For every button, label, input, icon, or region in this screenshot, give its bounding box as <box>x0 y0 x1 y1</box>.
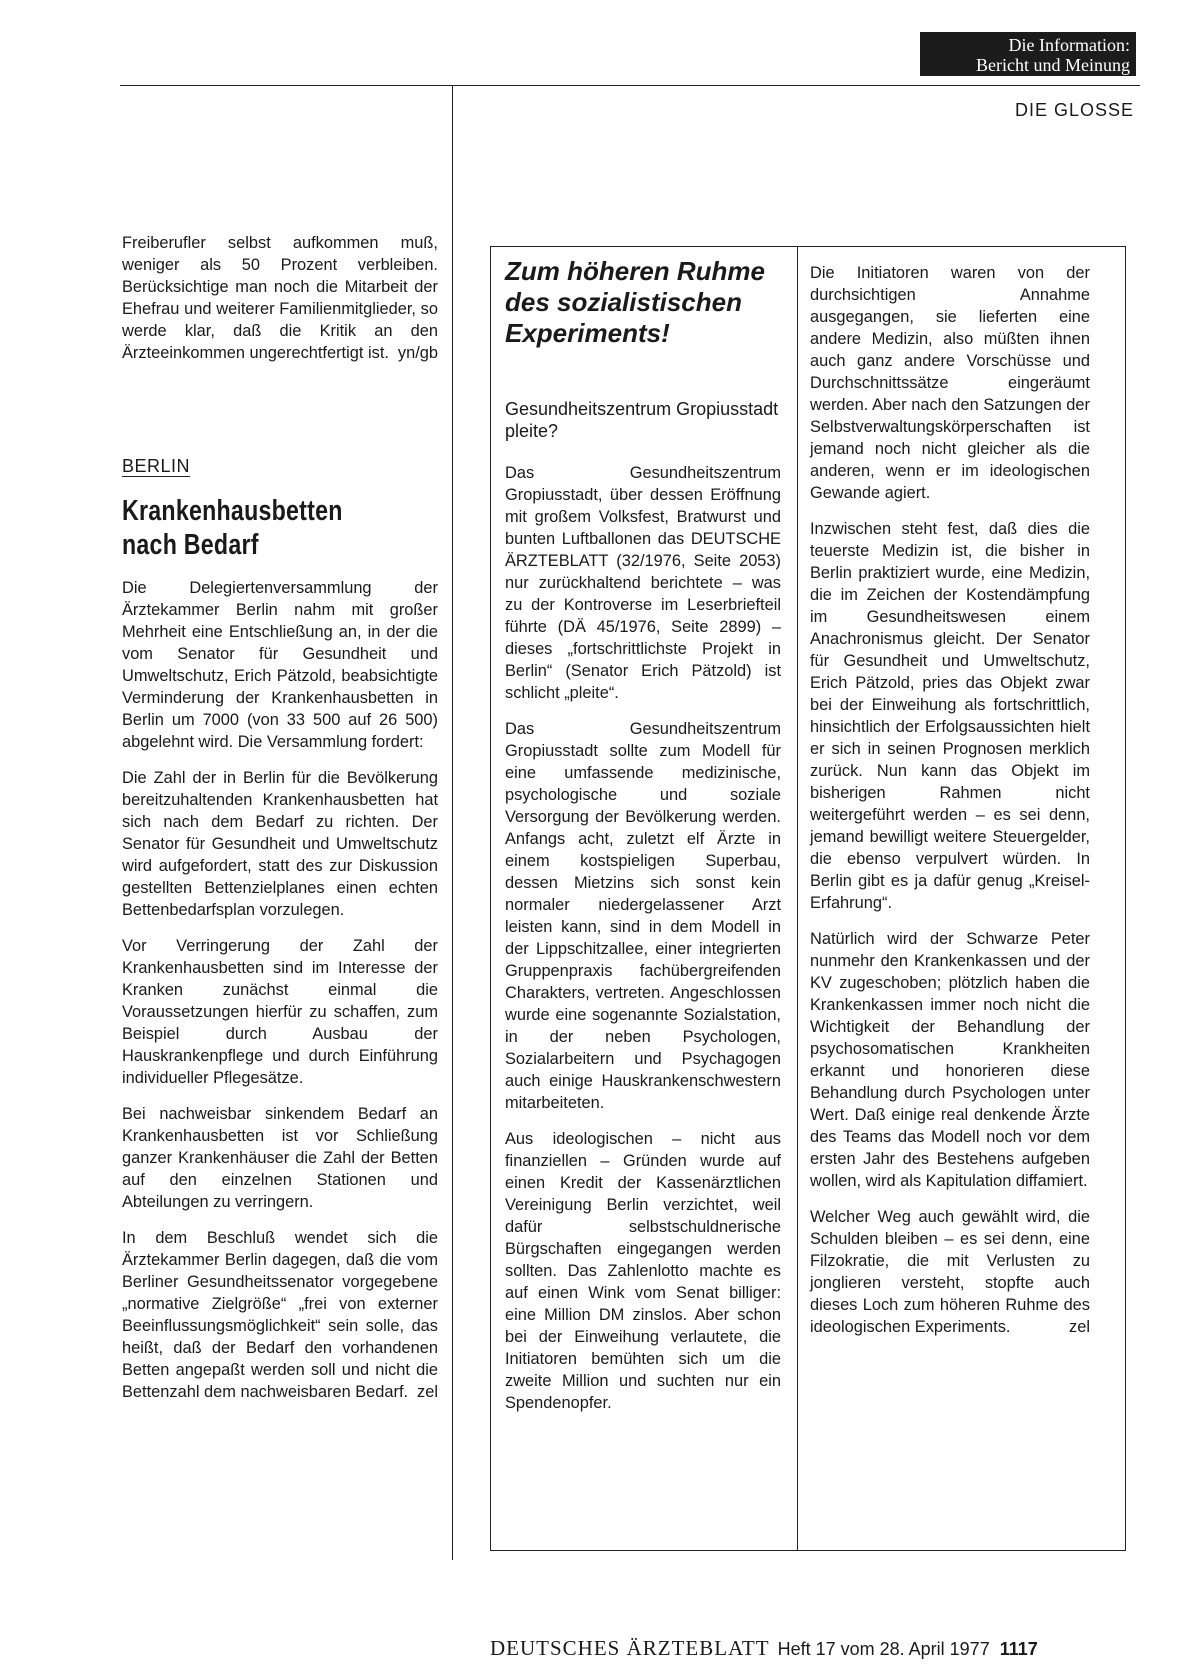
badge-line-1: Die Information: <box>1008 35 1130 55</box>
publication-name: DEUTSCHES ÄRZTEBLATT <box>490 1636 770 1660</box>
intro-text: Freiberufler selbst aufkommen muß, weniger als 50 Prozent verbleiben. Berücksichtige man noch die Mitarbeit der Ehefrau und weiterer Familienmitglieder, so werde klar, daß die Kritik an den Ärzteeinkommen ungerechtfertigt ist. <box>122 234 438 362</box>
subheadline-glosse: Gesundheitszentrum Gropiusstadt pleite? <box>505 399 779 441</box>
article-berlin-body <box>122 577 438 1417</box>
headline-krankenhausbetten: Krankenhausbetten nach Bedarf <box>122 495 343 561</box>
page-footer <box>490 1636 1126 1666</box>
headline-glosse: Zum höheren Ruhme des sozialistischen Experiments! <box>505 256 766 348</box>
column-rule <box>452 85 453 1560</box>
paragraph: Vor Verringerung der Zahl der Krankenhausbetten sind im Interesse der Kranken zunächst einmal die Voraussetzungen hierfür zu schaffen, zum Beispiel durch Ausbau der Hauskrankenpflege und durch Einführung individueller Pflegesätze. <box>122 937 438 1087</box>
issue-info: Heft 17 vom 28. April 1977 <box>777 1639 990 1659</box>
glosse-body-col2 <box>505 462 781 1428</box>
section-badge <box>920 32 1136 76</box>
page-number: 1117 <box>999 1639 1038 1659</box>
badge-line-2: Bericht und Meinung <box>976 55 1130 75</box>
paragraph-last <box>122 1227 438 1403</box>
glosse-column-divider <box>797 246 798 1551</box>
paragraph: Die Zahl der in Berlin für die Bevölkerung bereitzuhaltenden Krankenhausbetten hat sich nach dem Bedarf zu richten. Der Senator für Gesundheit und Umweltschutz wird aufgefordert, statt des zur Diskussion gestellten Bettenzielplanes einen echten Bettenbedarfsplan vorzulegen. <box>122 769 438 919</box>
paragraph: Die Initiatoren waren von der durchsichtigen Annahme ausgegangen, sie lieferten eine andere Medizin, also müßten ihnen auch ganz andere Vorschüsse und Durchschnittssätze eingeräumt werden. Aber nach den Satzungen der Selbstverwaltungskörperschaften ist jemand noch nicht gleicher als die anderen, wenn er im ideologischen Gewande agiert. <box>810 264 1090 502</box>
col1-intro <box>122 232 438 378</box>
paragraph: Die Delegiertenversammlung der Ärztekammer Berlin nahm mit großer Mehrheit eine Entschließung an, in der die vom Senator für Gesundheit und Umweltschutz, Erich Pätzold, beabsichtigte Verminderung der Krankenhausbetten in Berlin um 7000 (von 33 500 auf 26 500) abgelehnt wird. Die Versammlung fordert: <box>122 579 438 751</box>
paragraph-text: In dem Beschluß wendet sich die Ärztekammer Berlin dagegen, daß die vom Berliner Gesundheitssenator vorgegebene „normative Zielgröße“ „frei von externer Beeinflussungsmöglichkeit“ sein solle, das heißt, daß der Bedarf den vorhandenen Betten angepaßt werden soll und nicht die Bettenzahl dem nachweisbaren Bedarf. <box>122 1229 438 1401</box>
paragraph-text: Welcher Weg auch gewählt wird, die Schulden bleiben – es sei denn, eine Filzokratie, die mit Verlusten zu jonglieren versteht, stopfte auch dieses Loch zum höheren Ruhme des ideologischen Experiments. <box>810 1208 1090 1336</box>
intro-signature: yn/gb <box>397 344 438 362</box>
paragraph: Inzwischen steht fest, daß dies die teuerste Medizin ist, die bisher in Berlin praktiziert wurde, eine Medizin, die im Zeichen der Kostendämpfung im Gesundheitswesen einem Anachronismus gleicht. Der Senator für Gesundheit und Umweltschutz, Erich Pätzold, pries das Objekt zwar bei der Einweihung als fortschrittlich, hinsichtlich der Erfolgsaussichten hielt er sich in seinen Prognosen merklich zurück. Nun kann das Objekt im bisherigen Rahmen nicht weitergeführt werden – es sei denn, jemand bewilligt weitere Steuergelder, die ebenso verpulvert würden. In Berlin gibt es ja dafür genug „Kreisel-Erfahrung“. <box>810 520 1090 912</box>
paragraph: Das Gesundheitszentrum Gropiusstadt sollte zum Modell für eine umfassende medizinische, psychologische und soziale Versorgung der Bevölkerung werden. Anfangs acht, zuletzt elf Ärzte in einem kostspieligen Superbau, dessen Mietzins sich sonst kein normaler niedergelassener Arzt leisten kann, sind in dem Modell in der Lippschitzallee, einer integrierten Gruppenpraxis fachübergreifenden Charakters, vertreten. Angeschlossen wurde eine sogenannte Sozialstation, in der neben Psychologen, Sozialarbeitern und Psychagogen auch einige Hauskrankenschwestern mitarbeiteten. <box>505 720 781 1112</box>
paragraph: Das Gesundheitszentrum Gropiusstadt, über dessen Eröffnung mit großem Volksfest, Bratwurst und bunten Luftballonen das DEUTSCHE ÄRZTEBLATT (32/1976, Seite 2053) nur zurückhaltend berichtete – was zu der Kontroverse im Leserbriefteil führte (DÄ 45/1976, Seite 2899) – dieses „fortschrittlichste Projekt in Berlin“ (Senator Erich Pätzold) ist schlicht „pleite“. <box>505 464 781 702</box>
paragraph: Aus ideologischen – nicht aus finanziellen – Gründen wurde auf einen Kredit der Kassenärztlichen Vereinigung Berlin verzichtet, weil dafür selbstschuldnerische Bürgschaften eingegangen werden sollten. Das Zahlenlotto machte es auf einen Wink vom Senat billiger: eine Million DM zinslos. Aber schon bei der Einweihung verlautete, die Initiatoren bemühten sich um die zweite Million und suchten nur ein Spendenopfer. <box>505 1130 781 1412</box>
kicker-berlin: BERLIN <box>122 456 191 476</box>
paragraph: Bei nachweisbar sinkendem Bedarf an Krankenhausbetten ist vor Schließung ganzer Krankenhäuser die Zahl der Betten auf den einzelnen Stationen und Abteilungen zu verringern. <box>122 1105 438 1211</box>
section-label: DIE GLOSSE <box>1014 100 1134 120</box>
header-rule <box>120 85 1140 86</box>
signature: zel <box>417 1383 438 1401</box>
glosse-body-col3 <box>810 262 1090 1352</box>
paragraph-last <box>810 1206 1090 1338</box>
signature: zel <box>1069 1318 1090 1336</box>
paragraph: Natürlich wird der Schwarze Peter nunmehr den Krankenkassen und der KV zugeschoben; plötzlich haben die Krankenkassen immer noch nicht die Wichtigkeit der Behandlung der psychosomatischen Krankheiten erkannt und honorieren diese Behandlung durch Psychologen unter Wert. Daß einige real denkende Ärzte des Teams das Modell noch vor dem ersten Jahr des Bestehens aufgeben wollen, wird als Kapitulation diffamiert. <box>810 930 1090 1190</box>
